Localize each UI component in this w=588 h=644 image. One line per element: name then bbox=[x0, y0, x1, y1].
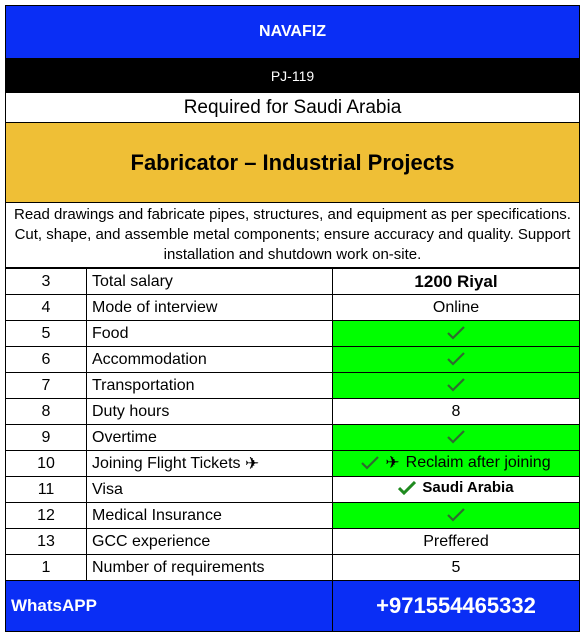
airplane-icon: ✈ bbox=[385, 452, 400, 472]
table-row bbox=[6, 477, 580, 503]
food-value bbox=[333, 321, 580, 347]
row-label: Accommodation bbox=[87, 347, 333, 373]
row-number: 3 bbox=[6, 269, 87, 295]
interview-mode-value: Online bbox=[333, 295, 580, 321]
requirements-count-value: 5 bbox=[333, 555, 580, 581]
brand-header bbox=[5, 5, 580, 59]
row-label: Total salary bbox=[87, 269, 333, 295]
job-title: Fabricator – Industrial Projects bbox=[130, 149, 455, 175]
table-row bbox=[6, 451, 580, 477]
row-number: 5 bbox=[6, 321, 87, 347]
row-label: Overtime bbox=[87, 425, 333, 451]
brand-name: NAVAFIZ bbox=[259, 23, 326, 40]
check-icon bbox=[447, 508, 465, 522]
table-row bbox=[6, 373, 580, 399]
row-number: 8 bbox=[6, 399, 87, 425]
table-row bbox=[6, 295, 580, 321]
salary-value: 1200 Riyal bbox=[333, 269, 580, 295]
row-number: 1 bbox=[6, 555, 87, 581]
required-for-text: Required for Saudi Arabia bbox=[183, 96, 402, 118]
row-label: Transportation bbox=[87, 373, 333, 399]
row-label-text: Joining Flight Tickets bbox=[92, 454, 241, 472]
row-label: Number of requirements bbox=[87, 555, 333, 581]
table-row bbox=[6, 503, 580, 529]
job-title-bar bbox=[5, 123, 580, 203]
row-number: 7 bbox=[6, 373, 87, 399]
row-label: Duty hours bbox=[87, 399, 333, 425]
job-post-sheet bbox=[5, 5, 580, 632]
whatsapp-label: WhatsAPP bbox=[6, 581, 333, 632]
check-icon bbox=[447, 326, 465, 340]
whatsapp-phone[interactable]: +971554465332 bbox=[333, 581, 580, 632]
visa-value bbox=[333, 477, 580, 503]
table-row bbox=[6, 555, 580, 581]
medical-insurance-value bbox=[333, 503, 580, 529]
row-number: 10 bbox=[6, 451, 87, 477]
row-label: Food bbox=[87, 321, 333, 347]
row-number: 4 bbox=[6, 295, 87, 321]
table-row bbox=[6, 399, 580, 425]
check-icon bbox=[398, 481, 416, 495]
table-row bbox=[6, 529, 580, 555]
row-label bbox=[87, 451, 333, 477]
flight-tickets-value bbox=[333, 451, 580, 477]
check-icon bbox=[447, 430, 465, 444]
flight-tickets-text: Reclaim after joining bbox=[405, 453, 551, 471]
check-icon bbox=[447, 378, 465, 392]
job-code: PJ-119 bbox=[270, 67, 315, 84]
accommodation-value bbox=[333, 347, 580, 373]
row-label: Visa bbox=[87, 477, 333, 503]
check-icon bbox=[447, 352, 465, 366]
gcc-experience-value: Preffered bbox=[333, 529, 580, 555]
table-row bbox=[6, 269, 580, 295]
row-label: Medical Insurance bbox=[87, 503, 333, 529]
row-number: 12 bbox=[6, 503, 87, 529]
transportation-value bbox=[333, 373, 580, 399]
row-number: 6 bbox=[6, 347, 87, 373]
row-label: GCC experience bbox=[87, 529, 333, 555]
visa-text: Saudi Arabia bbox=[422, 479, 514, 497]
check-icon bbox=[361, 456, 379, 470]
row-number: 11 bbox=[6, 477, 87, 503]
row-number: 9 bbox=[6, 425, 87, 451]
table-row bbox=[6, 347, 580, 373]
job-description bbox=[5, 203, 580, 268]
row-label: Mode of interview bbox=[87, 295, 333, 321]
duty-hours-value: 8 bbox=[333, 399, 580, 425]
details-table bbox=[5, 268, 580, 632]
overtime-value bbox=[333, 425, 580, 451]
airplane-icon: ✈ bbox=[244, 453, 260, 473]
job-description-text: Read drawings and fabricate pipes, structures, and equipment as per specifications. Cut, shape, and assemble metal components; ensure accuracy and quality. Support installation and shutdown work on-site. bbox=[14, 206, 571, 263]
table-row bbox=[6, 321, 580, 347]
required-for-bar bbox=[5, 93, 580, 123]
row-number: 13 bbox=[6, 529, 87, 555]
job-code-bar bbox=[5, 59, 580, 93]
table-row bbox=[6, 425, 580, 451]
whatsapp-row bbox=[6, 581, 580, 632]
